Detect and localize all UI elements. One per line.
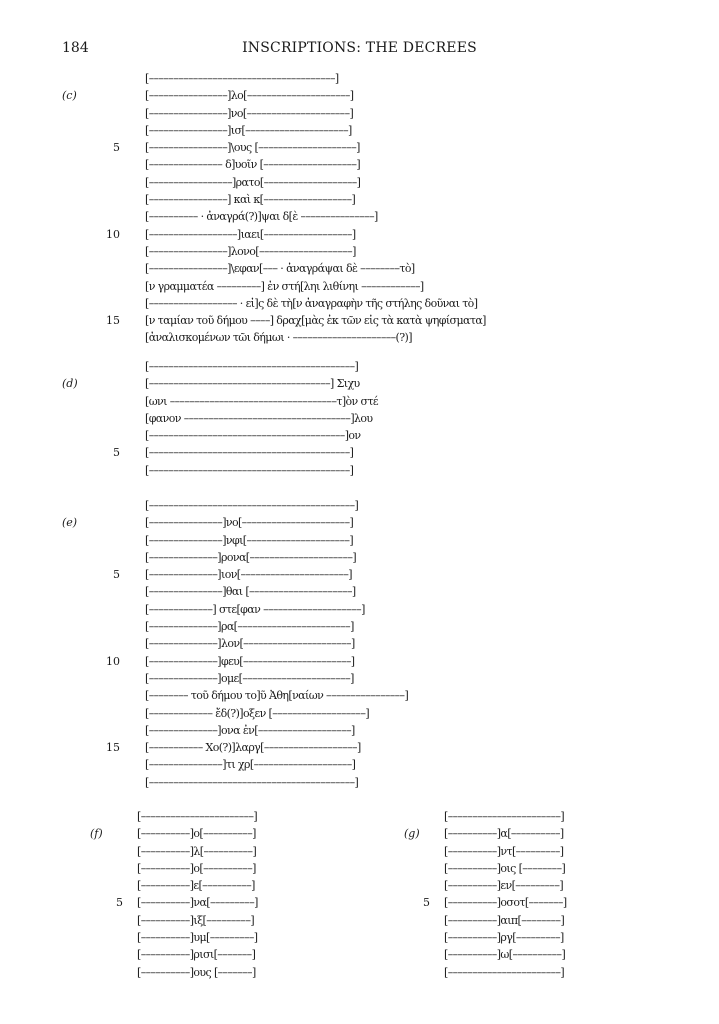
line-text: [–––––––––––––––]θαι [–––––––––––––––––––––] xyxy=(145,585,356,599)
line-text: [––––––––––]υμ[–––––––––] xyxy=(137,931,258,945)
line-text: [––––––––––]να[–––––––––] xyxy=(137,896,258,910)
inscription-line xyxy=(0,532,719,549)
inscription-line xyxy=(0,514,719,531)
fragment-label: (e) xyxy=(62,516,78,530)
inscription-line xyxy=(0,410,719,427)
inscription-line xyxy=(0,825,719,842)
line-text: [––––––––––––––––––]ιαει[––––––––––––––––––] xyxy=(145,227,356,241)
line-text: [–––––––––––––––––– · εἰ]ς δὲ τὴ[ν ἀναγραφὴν τῆς στήλης δοῦναι τὸ] xyxy=(145,296,478,310)
inscription-line xyxy=(0,444,719,461)
inscription-line xyxy=(0,860,719,877)
inscription-line xyxy=(0,635,719,652)
fragment-c xyxy=(0,70,719,347)
inscription-line xyxy=(0,375,719,392)
inscription-line xyxy=(0,156,719,173)
inscription-line xyxy=(0,912,719,929)
inscription-line xyxy=(0,549,719,566)
line-text: [––––––––––]ω[––––––––––] xyxy=(444,948,566,962)
line-text: [–––––––––––––––––––––––] xyxy=(444,810,565,823)
line-text: [––––––––––––– ἔδ(?)]οξεν [–––––––––––––––––––] xyxy=(145,706,370,720)
line-text: [––––––––––––––]ομε[––––––––––––––––––––––] xyxy=(145,671,354,685)
line-text: [–––––––––––––––]τι χρ[––––––––––––––––––––] xyxy=(145,758,356,772)
line-text: [ν ταμίαν τοῦ δήμου ––––] δραχ[μὰς ἐκ τῶν εἰς τὰ κατὰ ψηφίσματα] xyxy=(145,314,486,328)
inscription-line xyxy=(0,843,719,860)
inscription-line xyxy=(0,191,719,208)
line-text: [––––––––––––––––––––––––––––––––––––––––––] xyxy=(145,499,359,512)
line-text: [––––––––––]ιξ[–––––––––] xyxy=(137,913,255,927)
line-text: [––––––––––––––]λον[––––––––––––––––––––––] xyxy=(145,637,355,651)
line-text: [––––––––––]οσοτ[–––––––] xyxy=(444,896,567,910)
line-number: 5 xyxy=(113,141,120,155)
inscription-line xyxy=(0,601,719,618)
line-text: [––––––––––––––]ιον[––––––––––––––––––––––] xyxy=(145,568,352,582)
line-text: [––––––––––––––– δ]υοῖν [–––––––––––––––––––] xyxy=(145,158,361,172)
line-text: [––––––––––––––––––––––––––––––––––––––––––] xyxy=(145,775,359,789)
inscription-line xyxy=(0,208,719,225)
inscription-line xyxy=(0,687,719,704)
line-text: [––––––––––]οις [––––––––] xyxy=(444,861,566,875)
inscription-line xyxy=(0,722,719,739)
line-text: [––––––––––– Χο(?)]λαργ[–––––––––––––––––––] xyxy=(145,741,361,755)
inscription-line xyxy=(0,964,719,981)
fragment-label: (c) xyxy=(62,89,77,103)
inscription-line xyxy=(0,756,719,773)
inscription-line xyxy=(0,295,719,312)
line-text: [––––––––––]ντ[–––––––––] xyxy=(444,844,564,858)
line-text: [–––––––––––––––]νο[––––––––––––––––––––––] xyxy=(145,516,354,530)
line-text: [–––––––––––––––––]ρατο[–––––––––––––––––––] xyxy=(145,175,361,189)
line-text: [––––––––––]λ[––––––––––] xyxy=(137,844,257,858)
line-text: [ν γραμματέα –––––––––] ἐν στή[ληι λιθίνηι ––––––––––––] xyxy=(145,279,424,293)
inscription-line xyxy=(0,122,719,139)
inscription-line xyxy=(0,260,719,277)
line-text: [––––––––––––––––––––––––––––––––––––––––––] xyxy=(145,360,359,373)
fragment-label: (g) xyxy=(404,827,420,841)
line-text: [–––––––––––––––––––––––] xyxy=(444,965,565,979)
line-text: [–––––––––––––––––––––––] xyxy=(137,810,258,823)
fragment-d xyxy=(0,358,719,479)
line-text: [––––––––––]ρισι[–––––––] xyxy=(137,948,256,962)
inscription-line xyxy=(0,174,719,191)
inscription-line xyxy=(0,87,719,104)
inscription-line xyxy=(0,358,719,375)
line-text: [––––––––––––––––]\ους [––––––––––––––––––––] xyxy=(145,141,360,155)
line-text: [––––––––––]ο[––––––––––] xyxy=(137,827,256,841)
line-text: [––––––––––]ο[––––––––––] xyxy=(137,861,256,875)
line-text: [––––––––––]ε[––––––––––] xyxy=(137,879,255,893)
line-text: [––––––––––––––]ονα ἐν[–––––––––––––––––––] xyxy=(145,723,355,737)
line-text: [––––––––––]ργ[–––––––––] xyxy=(444,931,564,945)
line-text: [––––––––––––––]ρα[–––––––––––––––––––––––] xyxy=(145,620,354,634)
inscription-line xyxy=(0,946,719,963)
line-text: [––––––––––]α[––––––––––] xyxy=(444,827,564,841)
line-text: [–––––––––––––––––––––––––––––––––––––] Σιχυ xyxy=(145,377,360,391)
fragment-label: (f) xyxy=(90,827,103,841)
inscription-line xyxy=(0,497,719,514)
inscription-line xyxy=(0,462,719,479)
line-number: 15 xyxy=(106,314,120,328)
line-text: [––––––––––––––]φευ[––––––––––––––––––––––] xyxy=(145,654,355,668)
inscription-line xyxy=(0,929,719,946)
line-text: [––––––––––––––––]ισ[–––––––––––––––––––––] xyxy=(145,123,352,137)
line-text: [––––––––––––––––––––––––––––––––––––––] xyxy=(145,72,339,85)
line-number: 10 xyxy=(106,227,120,241)
inscription-line xyxy=(0,739,719,756)
fragment-g xyxy=(0,808,719,981)
inscription-line xyxy=(0,670,719,687)
line-text: [––––––––––––––]ρονα[–––––––––––––––––––––] xyxy=(145,550,357,564)
inscription-line xyxy=(0,70,719,87)
inscription-line xyxy=(0,427,719,444)
line-text: [––––––––––]εν[–––––––––] xyxy=(444,879,564,893)
line-text: [––––––––––––––––] καὶ κ[––––––––––––––––––] xyxy=(145,193,356,207)
line-text: [––––––––––––––––]λο[–––––––––––––––––––––] xyxy=(145,89,354,103)
line-text: [–––––––––––––] στε[φαν ––––––––––––––––––––] xyxy=(145,602,365,616)
inscription-line xyxy=(0,312,719,329)
inscription-line xyxy=(0,243,719,260)
line-number: 5 xyxy=(116,896,123,910)
inscription-line xyxy=(0,329,719,346)
inscription-line xyxy=(0,278,719,295)
line-text: [–––––––––– · ἀναγρά(?)]ψαι δ[ὲ –––––––––––––––] xyxy=(145,210,378,224)
inscription-line xyxy=(0,583,719,600)
inscription-line xyxy=(0,705,719,722)
inscription-line xyxy=(0,808,719,825)
line-text: [ἀναλισκομένων τῶι δήμωι · –––––––––––––––––––––(?)] xyxy=(145,331,412,345)
line-text: [––––––––––––––––]νο[–––––––––––––––––––––] xyxy=(145,106,354,120)
line-text: [ωνι ––––––––––––––––––––––––––––––––––τ]ὸν στέ xyxy=(145,394,379,408)
page-number: 184 xyxy=(62,40,89,56)
line-text: [––––––––––––––––]\εφαν[––– · ἀναγράψαι δὲ ––––––––τὸ] xyxy=(145,262,415,276)
inscription-line xyxy=(0,226,719,243)
line-number: 5 xyxy=(423,896,430,910)
inscription-line xyxy=(0,653,719,670)
inscription-line xyxy=(0,393,719,410)
inscription-line xyxy=(0,774,719,791)
line-text: [–––––––––––––––]νφι[–––––––––––––––––––––] xyxy=(145,533,354,547)
line-text: [––––––––––––––––––––––––––––––––––––––––]ον xyxy=(145,429,361,443)
line-text: [––––––––––]αιπ[––––––––] xyxy=(444,913,565,927)
inscription-line xyxy=(0,618,719,635)
line-text: [–––––––––––––––––––––––––––––––––––––––––] xyxy=(145,463,354,477)
line-text: [––––––––––]ους [–––––––] xyxy=(137,965,256,979)
line-number: 15 xyxy=(106,741,120,755)
inscription-line xyxy=(0,877,719,894)
fragment-label: (d) xyxy=(62,377,78,391)
fragment-e xyxy=(0,497,719,791)
inscription-line xyxy=(0,894,719,911)
inscription-line xyxy=(0,139,719,156)
line-text: [––––––––––––––––]λονο[–––––––––––––––––––] xyxy=(145,244,356,258)
line-text: [φανον ––––––––––––––––––––––––––––––––––]λου xyxy=(145,411,373,425)
line-number: 10 xyxy=(106,654,120,668)
line-text: [–––––––––––––––––––––––––––––––––––––––––] xyxy=(145,446,354,460)
line-number: 5 xyxy=(113,446,120,460)
inscription-line xyxy=(0,566,719,583)
line-number: 5 xyxy=(113,568,120,582)
line-text: [–––––––– τοῦ δήμου το]ῦ Ἀθη[ναίων ––––––––––––––––] xyxy=(145,689,409,703)
running-head: INSCRIPTIONS: THE DECREES xyxy=(242,40,477,56)
inscription-line xyxy=(0,105,719,122)
